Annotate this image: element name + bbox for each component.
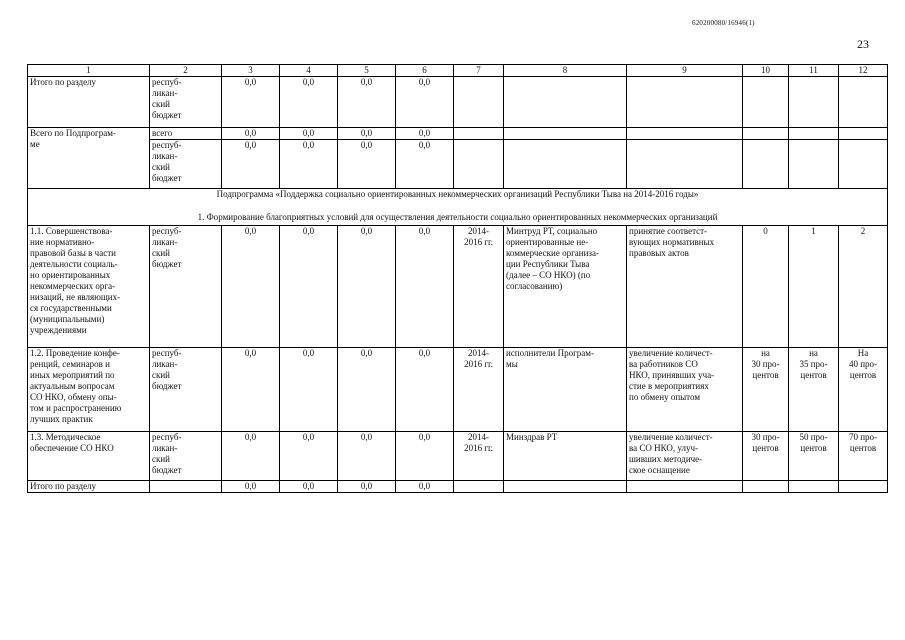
amount-cell: 0,0 — [396, 140, 454, 189]
row-name: Итого по разделу — [28, 481, 150, 493]
amount-cell: 0,0 — [396, 481, 454, 493]
total-subprogram-row — [28, 128, 888, 140]
empty-cell — [454, 140, 504, 189]
amount-cell: 0,0 — [396, 128, 454, 140]
target-2016: 70 про- центов — [839, 432, 888, 481]
empty-cell — [743, 140, 789, 189]
amount-cell: 0,0 — [396, 432, 454, 481]
measure-name: 1.3. Методическое обеспечение СО НКО — [28, 432, 150, 481]
column-number: 10 — [743, 65, 789, 77]
column-number: 6 — [396, 65, 454, 77]
empty-cell — [627, 481, 743, 493]
executor-cell: Минздрав РТ — [504, 432, 627, 481]
column-number-row — [28, 65, 888, 77]
amount-cell: 0,0 — [280, 128, 338, 140]
amount-cell: 0,0 — [338, 481, 396, 493]
funding-source: респуб- ликан- ский бюджет — [150, 226, 222, 348]
section-header-row — [28, 189, 888, 226]
amount-cell: 0,0 — [280, 432, 338, 481]
target-2016: 2 — [839, 226, 888, 348]
amount-cell: 0,0 — [222, 481, 280, 493]
target-2014: 0 — [743, 226, 789, 348]
empty-cell — [789, 481, 839, 493]
amount-cell: 0,0 — [222, 128, 280, 140]
task-title: 1. Формирование благоприятных условий для осуществления деятельности социально ориентированных некоммерческих организаций — [197, 212, 718, 222]
amount-cell: 0,0 — [280, 226, 338, 348]
indicator-cell: увеличение количест- ва работников СО НКО, принявших уча- стие в мероприятиях по обмену опытом — [627, 348, 743, 432]
measure-row — [28, 348, 888, 432]
empty-cell — [627, 77, 743, 128]
empty-cell — [454, 77, 504, 128]
empty-cell — [789, 77, 839, 128]
indicator-cell: увеличение количест- ва СО НКО, улуч- шивших методиче- ское оснащение — [627, 432, 743, 481]
amount-cell: 0,0 — [222, 77, 280, 128]
amount-cell: 0,0 — [222, 348, 280, 432]
amount-cell: 0,0 — [280, 481, 338, 493]
target-2015: 1 — [789, 226, 839, 348]
target-2016: На 40 про- центов — [839, 348, 888, 432]
funding-source: всего — [150, 128, 222, 140]
column-number: 7 — [454, 65, 504, 77]
empty-cell — [504, 77, 627, 128]
amount-cell: 0,0 — [280, 77, 338, 128]
empty-cell — [789, 140, 839, 189]
column-number: 9 — [627, 65, 743, 77]
empty-cell — [504, 481, 627, 493]
target-2015: 50 про- центов — [789, 432, 839, 481]
page-number: 23 — [857, 37, 869, 51]
row-name: Всего по Подпрограм- ме — [28, 128, 150, 189]
empty-cell — [454, 128, 504, 140]
empty-cell — [504, 128, 627, 140]
empty-cell — [627, 140, 743, 189]
amount-cell: 0,0 — [396, 226, 454, 348]
measure-name: 1.1. Совершенствова- ние нормативно- правовой базы в части деятельности социаль- но ориентированных некоммерческих орга- низаций, не являющих- ся государственными (муниципальными) учреждениями — [28, 226, 150, 348]
period-cell: 2014- 2016 гг. — [454, 432, 504, 481]
funding-source: респуб- ликан- ский бюджет — [150, 432, 222, 481]
empty-cell — [743, 77, 789, 128]
amount-cell: 0,0 — [338, 226, 396, 348]
total-subprogram-budget-row — [28, 140, 888, 189]
row-name: Итого по разделу — [28, 77, 150, 128]
document-id: 620200080/16946(1) — [692, 19, 755, 27]
executor-cell: исполнители Програм- мы — [504, 348, 627, 432]
amount-cell: 0,0 — [222, 226, 280, 348]
empty-cell — [789, 128, 839, 140]
target-2014: 30 про- центов — [743, 432, 789, 481]
column-number: 2 — [150, 65, 222, 77]
period-cell: 2014- 2016 гг. — [454, 348, 504, 432]
empty-cell — [150, 481, 222, 493]
amount-cell: 0,0 — [338, 77, 396, 128]
empty-cell — [504, 140, 627, 189]
column-number: 4 — [280, 65, 338, 77]
subprogram-title: Подпрограмма «Поддержка социально ориентированных некоммерческих организаций Республики Тыва на 2014-2016 годы» — [216, 189, 699, 199]
empty-cell — [743, 481, 789, 493]
empty-cell — [454, 481, 504, 493]
empty-cell — [839, 140, 888, 189]
period-cell: 2014- 2016 гг. — [454, 226, 504, 348]
funding-source: респуб- ликан- ский бюджет — [150, 348, 222, 432]
measure-name: 1.2. Проведение конфе- ренций, семинаров и иных мероприятий по актуальным вопросам СО НКО, обмену опы- том и распространению лучших практик — [28, 348, 150, 432]
final-total-row — [28, 481, 888, 493]
indicator-cell: принятие соответст- вующих нормативных правовых актов — [627, 226, 743, 348]
column-number: 5 — [338, 65, 396, 77]
section-header — [28, 189, 888, 226]
amount-cell: 0,0 — [396, 77, 454, 128]
amount-cell: 0,0 — [338, 128, 396, 140]
executor-cell: Минтруд РТ, социально ориентированные не- коммерческие организа- ции Республики Тыва (далее – СО НКО) (по согласованию) — [504, 226, 627, 348]
amount-cell: 0,0 — [338, 432, 396, 481]
column-number: 8 — [504, 65, 627, 77]
amount-cell: 0,0 — [280, 348, 338, 432]
target-2014: на 30 про- центов — [743, 348, 789, 432]
amount-cell: 0,0 — [338, 140, 396, 189]
empty-cell — [839, 128, 888, 140]
empty-cell — [839, 77, 888, 128]
funding-source: респуб- ликан- ский бюджет — [150, 77, 222, 128]
total-section-row — [28, 77, 888, 128]
amount-cell: 0,0 — [222, 140, 280, 189]
measure-row — [28, 226, 888, 348]
empty-cell — [743, 128, 789, 140]
amount-cell: 0,0 — [338, 348, 396, 432]
empty-cell — [839, 481, 888, 493]
program-table — [27, 64, 888, 493]
column-number: 11 — [789, 65, 839, 77]
measure-row — [28, 432, 888, 481]
column-number: 12 — [839, 65, 888, 77]
amount-cell: 0,0 — [280, 140, 338, 189]
column-number: 3 — [222, 65, 280, 77]
column-number: 1 — [28, 65, 150, 77]
target-2015: на 35 про- центов — [789, 348, 839, 432]
empty-cell — [627, 128, 743, 140]
funding-source: респуб- ликан- ский бюджет — [150, 140, 222, 189]
amount-cell: 0,0 — [396, 348, 454, 432]
amount-cell: 0,0 — [222, 432, 280, 481]
